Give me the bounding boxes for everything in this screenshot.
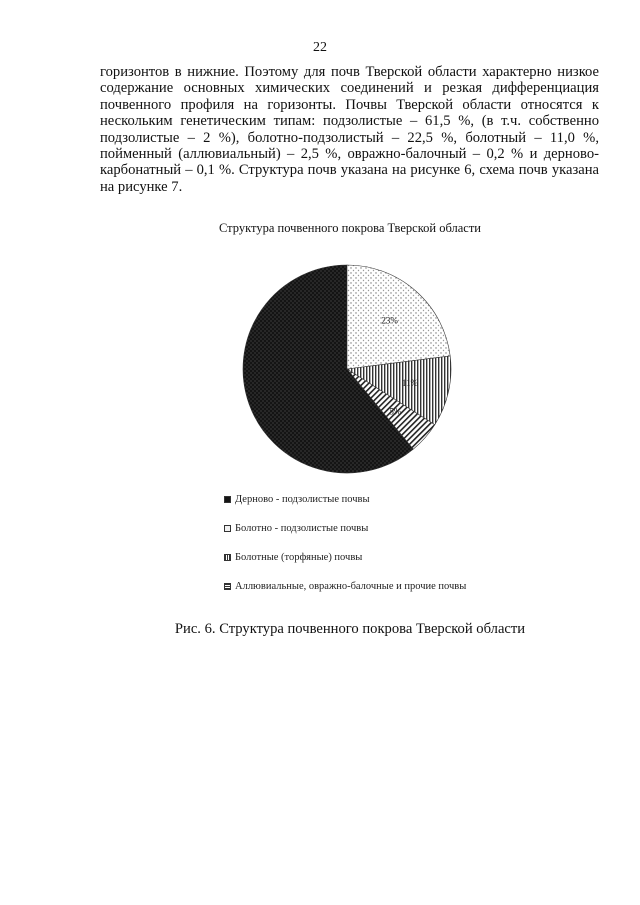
pie-data-label: 11% [401, 378, 419, 389]
legend-item [224, 523, 368, 534]
legend-item [224, 552, 362, 563]
pie-chart-svg [240, 262, 454, 476]
legend-label: Аллювиальные, овражно-балочные и прочие почвы [235, 581, 467, 592]
body-paragraph: горизонтов в нижние. Поэтому для почв Тверской области характерно низкое содержание основных химических соединений и резкая дифференциация почвенного профиля на горизонты. Почвы Тверской области относятся к нескольким генетическим типам: подзолистые – 61,5 %, (в т.ч. собственно подзолистые – 2 %), болотно-подзолистый – 22,5 %, болотный – 11,0 %, пойменный (аллювиальный) – 2,5 %, овражно-балочный – 0,2 % и дерново-карбонатный – 0,1 %. Структура почв указана на рисунке 6, схема почв указана на рисунке 7. [100, 64, 599, 195]
legend-swatch-dotted-icon [224, 525, 231, 532]
pie-data-label: 5% [389, 406, 402, 417]
legend-label: Болотные (торфяные) почвы [235, 552, 363, 563]
page-number: 22 [313, 40, 327, 55]
figure-caption: Рис. 6. Структура почвенного покрова Тверской области [174, 621, 526, 637]
legend-item [224, 581, 466, 592]
legend-swatch-hatched-icon [224, 583, 231, 590]
legend-label: Дерново - подзолистые почвы [235, 494, 370, 505]
legend-swatch-striped-icon [224, 554, 231, 561]
legend-label: Болотно - подзолистые почвы [235, 523, 369, 534]
chart-title: Структура почвенного покрова Тверской области [219, 221, 481, 235]
pie-slice-bog-podzolic [347, 265, 450, 369]
pie-data-label: 23% [381, 315, 398, 326]
pie-chart [240, 262, 454, 476]
legend-swatch-dark-icon [224, 496, 231, 503]
legend-item [224, 494, 370, 505]
